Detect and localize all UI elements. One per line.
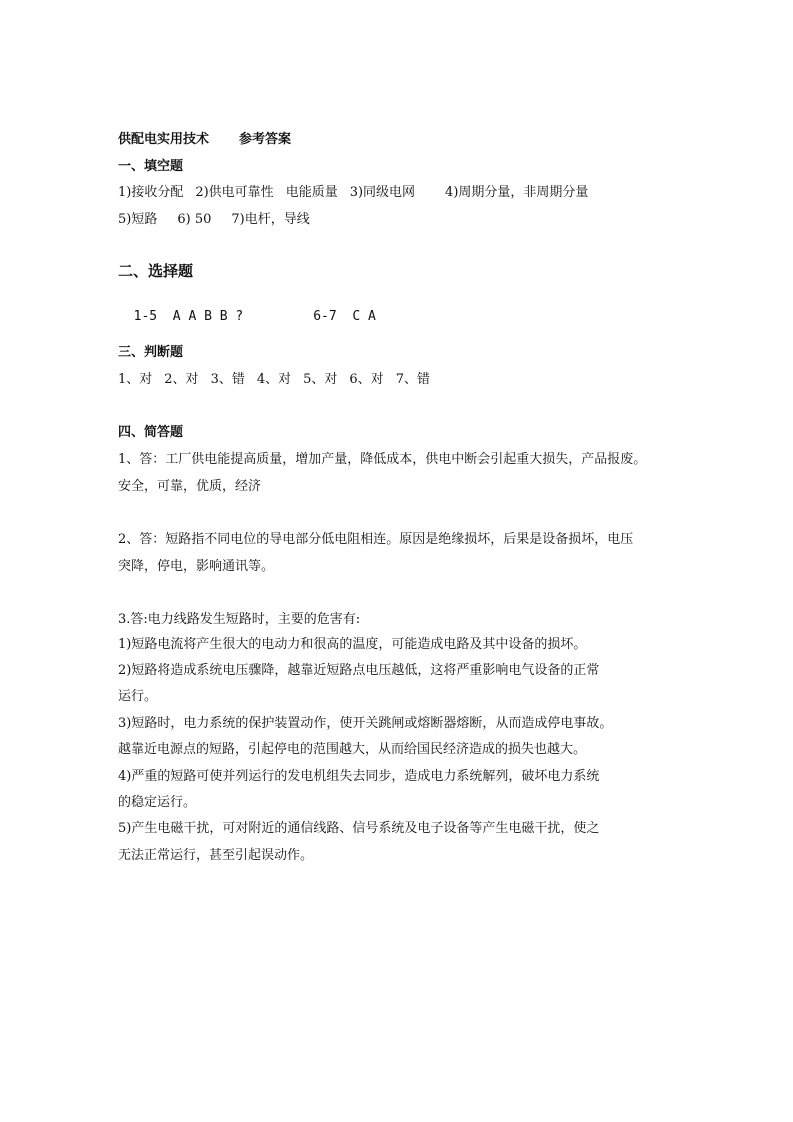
fill-answer-5: 5)短路: [118, 212, 158, 227]
section3-heading: 三、判断题: [118, 345, 184, 360]
fill-answer-6: 6) 50: [177, 212, 212, 227]
judge-answer: 4、对: [256, 372, 292, 387]
title-main: 供配电实用技术: [118, 132, 210, 147]
q3-line: 3.答:电力线路发生短路时，主要的危害有:: [118, 612, 361, 627]
section2-heading: 二、选择题: [118, 262, 194, 280]
q3-line: 1)短路电流将产生很大的电动力和很高的温度，可能造成电路及其中设备的损坏。: [118, 637, 587, 652]
section1-line2: [118, 211, 310, 229]
q3-line: 5)产生电磁干扰，可对附近的通信线路、信号系统及电子设备等产生电磁干扰，使之: [118, 821, 600, 836]
q3-line: 无法正常运行，甚至引起误动作。: [118, 848, 314, 863]
fill-answer-2a: 2)供电可靠性: [195, 185, 274, 200]
judge-answer: 2、对: [164, 372, 199, 387]
judge-answer: 3、错: [210, 372, 245, 387]
q3-line: 的稳定运行。: [118, 795, 197, 810]
fill-answer-4: 4)周期分量，非周期分量: [445, 185, 589, 200]
judge-answer: 5、对: [303, 372, 338, 387]
section1-heading: 一、填空题: [118, 159, 184, 174]
q3-line: 越靠近电源点的短路，引起停电的范围越大，从而给国民经济造成的损失也越大。: [118, 742, 587, 757]
fill-answer-3: 3)同级电网: [349, 185, 416, 200]
q3-line: 运行。: [118, 689, 158, 704]
judge-answer: 1、对: [118, 372, 153, 387]
fill-answer-7: 7)电杆，导线: [231, 212, 310, 227]
q2-line: 2、答：短路指不同电位的导电部分低电阻相连。原因是绝缘损坏，后果是设备损坏，电压: [118, 532, 634, 547]
q1-line: 1、答：工厂供电能提高质量，增加产量，降低成本，供电中断会引起重大损失，产品报废。: [118, 452, 647, 467]
q1-line: 安全，可靠，优质，经济: [118, 479, 262, 494]
section2-answers: [118, 290, 376, 326]
q3-line: 2)短路将造成系统电压骤降，越靠近短路点电压越低，这将严重影响电气设备的正常: [118, 663, 600, 678]
fill-answer-2b: 电能质量: [285, 185, 338, 200]
q3-line: 4)严重的短路可使并列运行的发电机组失去同步，造成电力系统解列，破坏电力系统: [118, 769, 600, 784]
document-title: [118, 131, 291, 149]
choice-answers-1-5: 1-5 A A B B ?: [133, 309, 244, 324]
q3-line: 3)短路时，电力系统的保护装置动作，使开关跳闸或熔断器熔断，从而造成停电事故。: [118, 716, 613, 731]
q2-line: 突降，停电，影响通讯等。: [118, 559, 275, 574]
section1-line1: [118, 184, 588, 202]
title-sub: 参考答案: [239, 132, 292, 147]
choice-answers-6-7: 6-7 C A: [313, 309, 376, 324]
section4-heading: 四、简答题: [118, 425, 184, 440]
section3-answers: [118, 371, 430, 389]
judge-answer: 7、错: [395, 372, 430, 387]
judge-answer: 6、对: [349, 372, 384, 387]
fill-answer-1: 1)接收分配: [118, 185, 184, 200]
